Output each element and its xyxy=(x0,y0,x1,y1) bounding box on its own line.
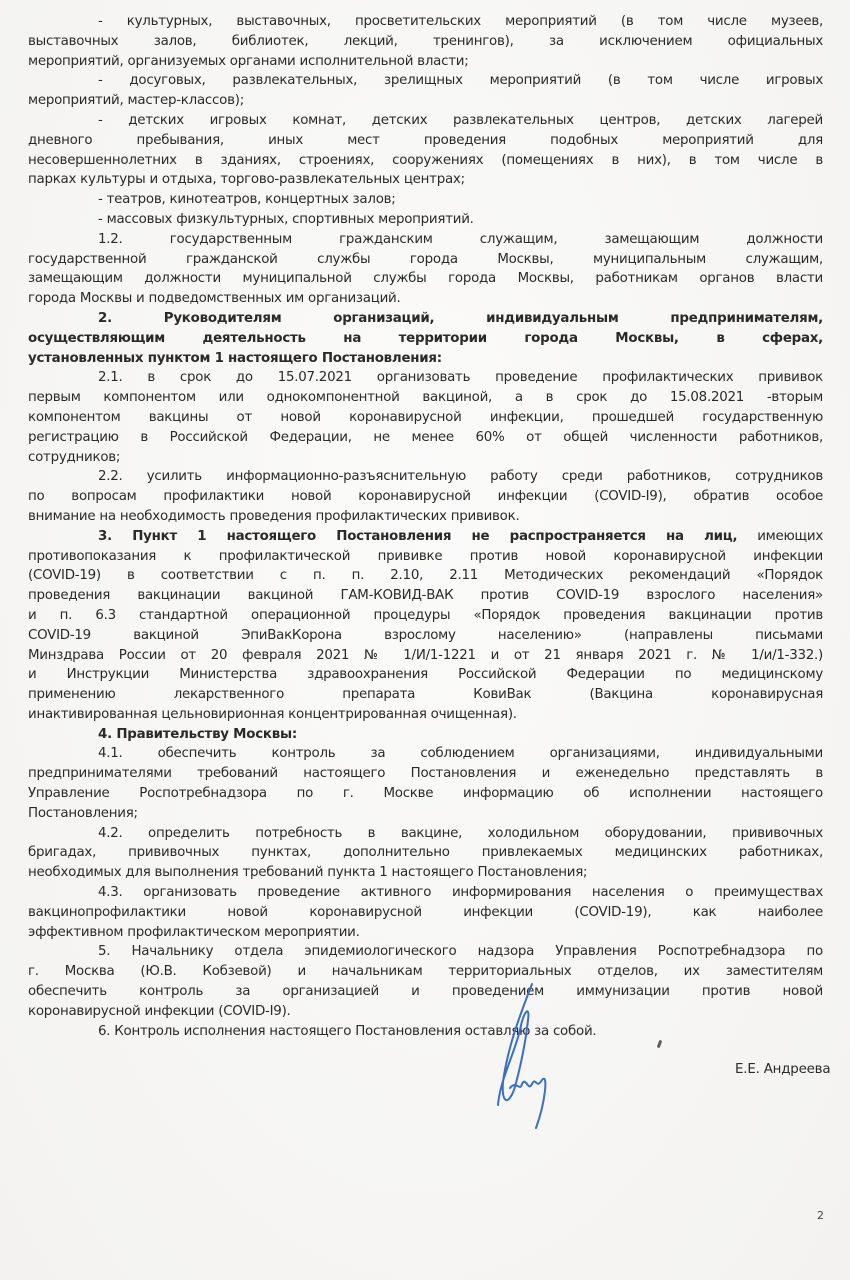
text-line: Управление Роспотребнадзора по г. Москве информацию об исполнении настоящего xyxy=(28,786,823,802)
text-line: необходимых для выполнения требований пункта 1 настоящего Постановления; xyxy=(28,865,588,881)
text-line: проведения вакцинации вакциной ГАМ-КОВИД-ВАК против COVID-19 взрослого населения» xyxy=(28,588,823,604)
text-line: первым компонентом или однокомпонентной вакциной, а в срок до 15.08.2021 -вторым xyxy=(28,390,823,406)
paragraph-2-1 xyxy=(28,368,823,467)
text-line: - театров, кинотеатров, концертных залов; xyxy=(98,192,396,208)
text-line: мероприятий, организуемых органами исполнительной власти; xyxy=(28,53,469,69)
paragraph-sports-events xyxy=(28,210,823,230)
paragraph-4-3 xyxy=(28,883,823,942)
text-line: г. Москва (Ю.В. Кобзевой) и начальникам территориальных отделов, их заместителям xyxy=(28,964,823,980)
text-line: и Инструкции Министерства здравоохранения Российской Федерации по медицинскому xyxy=(28,667,823,683)
text-line: 2.1. в срок до 15.07.2021 организовать проведение профилактических прививок xyxy=(98,370,823,386)
text-line: 5. Начальнику отдела эпидемиологического надзора Управления Роспотребнадзора по xyxy=(98,944,823,960)
paragraph-leisure-events xyxy=(28,71,823,111)
paragraph-5 xyxy=(28,942,823,1021)
text-line: замещающим должности муниципальной службы города Москвы, работникам органов власти xyxy=(28,271,823,287)
section-2-heading xyxy=(28,309,823,368)
paragraph-cultural-events xyxy=(28,12,823,71)
text-line: противопоказания к профилактической прививке против новой коронавирусной инфекции xyxy=(28,548,823,564)
text-line: вакцинопрофилактики новой коронавирусной инфекции (COVID-19), как наиболее xyxy=(28,904,823,920)
section-3-lead-rest: имеющих xyxy=(737,528,823,544)
text-line: предпринимателями требований настоящего Постановления и еженедельно представлять в xyxy=(28,766,823,782)
text-line: осуществляющим деятельность на территории города Москвы, в сферах, xyxy=(28,330,823,346)
text-line: города Москвы и подведомственных им организаций. xyxy=(28,291,401,307)
text-line: инактивированная цельновирионная концентрированная очищенная). xyxy=(28,706,517,722)
text-line: 2.2. усилить информационно-разъяснительную работу среди работников, сотрудников xyxy=(98,469,823,485)
text-line: установленных пунктом 1 настоящего Постановления: xyxy=(28,350,442,366)
text-line: применению лекарственного препарата КовиВак (Вакцина коронавирусная xyxy=(28,687,823,703)
text-line: - культурных, выставочных, просветительских мероприятий (в том числе музеев, xyxy=(98,14,823,29)
section-3-bold-lead: 3. Пункт 1 настоящего Постановления не распространяется на лиц, xyxy=(98,528,738,544)
text-line: внимание на необходимость проведения профилактических прививок. xyxy=(28,508,520,524)
text-line: Постановления; xyxy=(28,805,138,821)
text-line: COVID-19 вакциной ЭпиВакКорона взрослому населению» (направлены письмами xyxy=(28,627,823,643)
paragraph-6 xyxy=(28,1022,823,1042)
text-line: 4.3. организовать проведение активного информирования населения о преимуществах xyxy=(98,885,823,901)
text-line: обеспечить контроль за организацией и проведением иммунизации против новой xyxy=(28,984,823,1000)
signatory-name: Е.Е. Андреева xyxy=(735,1062,831,1077)
text-line: и п. 6.3 стандартной операционной процедуры «Порядок проведения вакцинации против xyxy=(28,607,823,623)
text-line: коронавирусной инфекции (COVID-I9). xyxy=(28,1003,291,1019)
text-line: парках культуры и отдыха, торгово-развлекательных центрах; xyxy=(28,172,465,188)
text-line: - массовых физкультурных, спортивных мероприятий. xyxy=(98,211,474,227)
paragraph-theatres xyxy=(28,190,823,210)
paragraph-4-2 xyxy=(28,824,823,883)
section-4-heading xyxy=(28,725,823,745)
text-line: - досуговых, развлекательных, зрелищных мероприятий (в том числе игровых xyxy=(98,73,823,89)
document-body xyxy=(28,12,823,1041)
text-line: дневного пребывания, иных мест проведения подобных мероприятий для xyxy=(28,132,823,148)
text-line: по вопросам профилактики новой коронавирусной инфекции (COVID-I9), обратив особое xyxy=(28,489,823,505)
text-line: - детских игровых комнат, детских развлекательных центров, детских лагерей xyxy=(98,112,823,128)
text-line: регистрацию в Российской Федерации, не менее 60% от общей численности работников, xyxy=(28,429,823,445)
text-line: (COVID-19) в соответствии с п. п. 2.10, 2.11 Методических рекомендаций «Порядок xyxy=(28,568,823,584)
text-line xyxy=(28,527,823,547)
paragraph-4-1 xyxy=(28,744,823,823)
text-line: эффективном профилактическом мероприятии. xyxy=(28,924,360,940)
text-line: 6. Контроль исполнения настоящего Постановления оставляю за собой. xyxy=(98,1023,597,1039)
text-line: Минздрава России от 20 февраля 2021 № 1/И/1-1221 и от 21 января 2021 г. № 1/и/1-332.) xyxy=(28,647,823,663)
text-line: сотрудников; xyxy=(28,449,121,465)
handwritten-signature xyxy=(470,980,590,1130)
text-line: государственной гражданской службы города Москвы, муниципальным служащим, xyxy=(28,251,823,267)
text-line: 4.1. обеспечить контроль за соблюдением организациями, индивидуальными xyxy=(98,746,823,762)
text-line: выставочных залов, библиотек, лекций, тренингов), за исключением официальных xyxy=(28,33,823,49)
text-line: 4. Правительству Москвы: xyxy=(98,726,297,742)
paragraph-2-2 xyxy=(28,467,823,526)
text-line: 1.2. государственным гражданским служащим, замещающим должности xyxy=(98,231,823,247)
page-number: 2 xyxy=(817,1209,824,1222)
text-line: 4.2. определить потребность в вакцине, холодильном оборудовании, прививочных xyxy=(98,825,823,841)
text-line: мероприятий, мастер-классов); xyxy=(28,93,244,109)
text-line: компонентом вакцины от новой коронавирусной инфекции, прошедшей государственную xyxy=(28,409,823,425)
text-line: бригадах, прививочных пунктах, дополнительно привлекаемых медицинских работниках, xyxy=(28,845,823,861)
paragraph-1-2 xyxy=(28,230,823,309)
text-line: 2. Руководителям организаций, индивидуальным предпринимателям, xyxy=(98,310,823,326)
paragraph-children-facilities xyxy=(28,111,823,190)
section-3 xyxy=(28,527,823,725)
text-line: несовершеннолетних в зданиях, строениях, сооружениях (помещениях в них), в том числе в xyxy=(28,152,823,168)
